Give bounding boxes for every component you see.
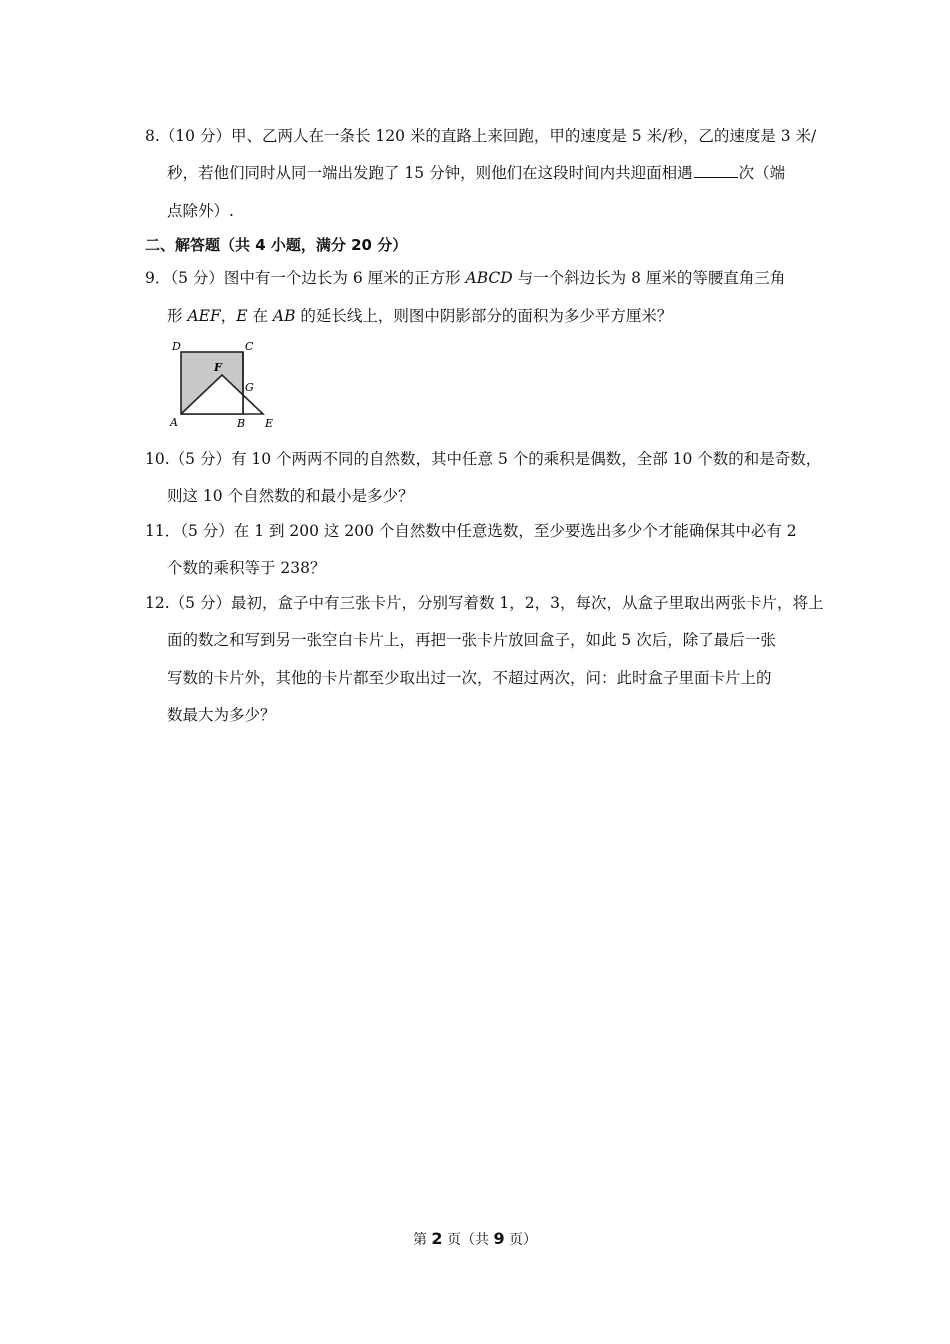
q8-line-2 [167,163,785,183]
q9-line-1 [145,268,785,288]
q8-line-3: 点除外）. [167,202,234,220]
q9-line-2 [167,306,672,326]
q11-line-1: 11．（5 分）在 1 到 200 这 200 个自然数中任意选数，至少要选出多少个才能确保其中必有 2 [145,522,797,540]
label-d: D [172,340,181,353]
label-g: G [245,381,254,394]
q8-line-2-tail: 次（端 [738,164,786,182]
q9-text-f: 的延长线上，则图中阴影部分的面积为多少平方厘米？ [295,307,673,325]
q12-line-1: 12.（5 分）最初，盒子中有三张卡片，分别写着数 1，2，3，每次，从盒子里取出两张卡片，将上 [145,594,824,612]
label-f: F [214,361,222,374]
q9-e: E [236,307,248,325]
q12-line-4: 数最大为多少？ [167,706,276,724]
q12-line-3: 写数的卡片外，其他的卡片都至少取出过一次，不超过两次，问：此时盒子里面卡片上的 [167,669,772,687]
q10-line-1: 10.（5 分）有 10 个两两不同的自然数，其中任意 5 个的乘积是偶数，全部 10 个数的和是奇数， [145,450,822,468]
label-e: E [265,417,274,430]
footer-page-number: 2 [431,1229,443,1248]
q10-line-2: 则这 10 个自然数的和最小是多少？ [167,487,414,505]
footer-pre: 第 [412,1232,432,1248]
geometry-figure [166,338,284,430]
footer-total-pages: 9 [493,1229,505,1248]
q9-text-a: 9．（5 分）图中有一个边长为 6 厘米的正方形 [145,269,466,287]
q8-line-2-text: 秒，若他们同时从同一端出发跑了 15 分钟，则他们在这段时间内共迎面相遇 [167,164,693,182]
label-a: A [170,416,178,429]
label-b: B [237,417,246,430]
q9-text-b: 与一个斜边长为 8 厘米的等腰直角三角 [512,269,786,287]
q9-text-d: ， [220,307,237,325]
q9-aef: AEF [187,307,221,325]
page-footer [0,1229,950,1250]
q11-line-2: 个数的乘积等于 238？ [167,559,326,577]
q9-text-e: 在 [247,307,273,325]
label-c: C [245,340,254,353]
q12-line-2: 面的数之和写到另一张空白卡片上，再把一张卡片放回盒子，如此 5 次后，除了最后一张 [167,631,776,649]
footer-post: 页） [504,1232,538,1248]
section-heading: 二、解答题（共 4 小题，满分 20 分） [145,236,408,254]
q9-abcd: ABCD [465,269,513,287]
q8-line-1: 8.（10 分）甲、乙两人在一条长 120 米的直路上来回跑，甲的速度是 5 米/秒，乙的速度是 3 米/ [145,127,817,145]
q9-text-c: 形 [167,307,188,325]
footer-mid: 页（共 [442,1232,494,1248]
answer-blank [694,163,738,178]
q9-ab: AB [272,307,296,325]
